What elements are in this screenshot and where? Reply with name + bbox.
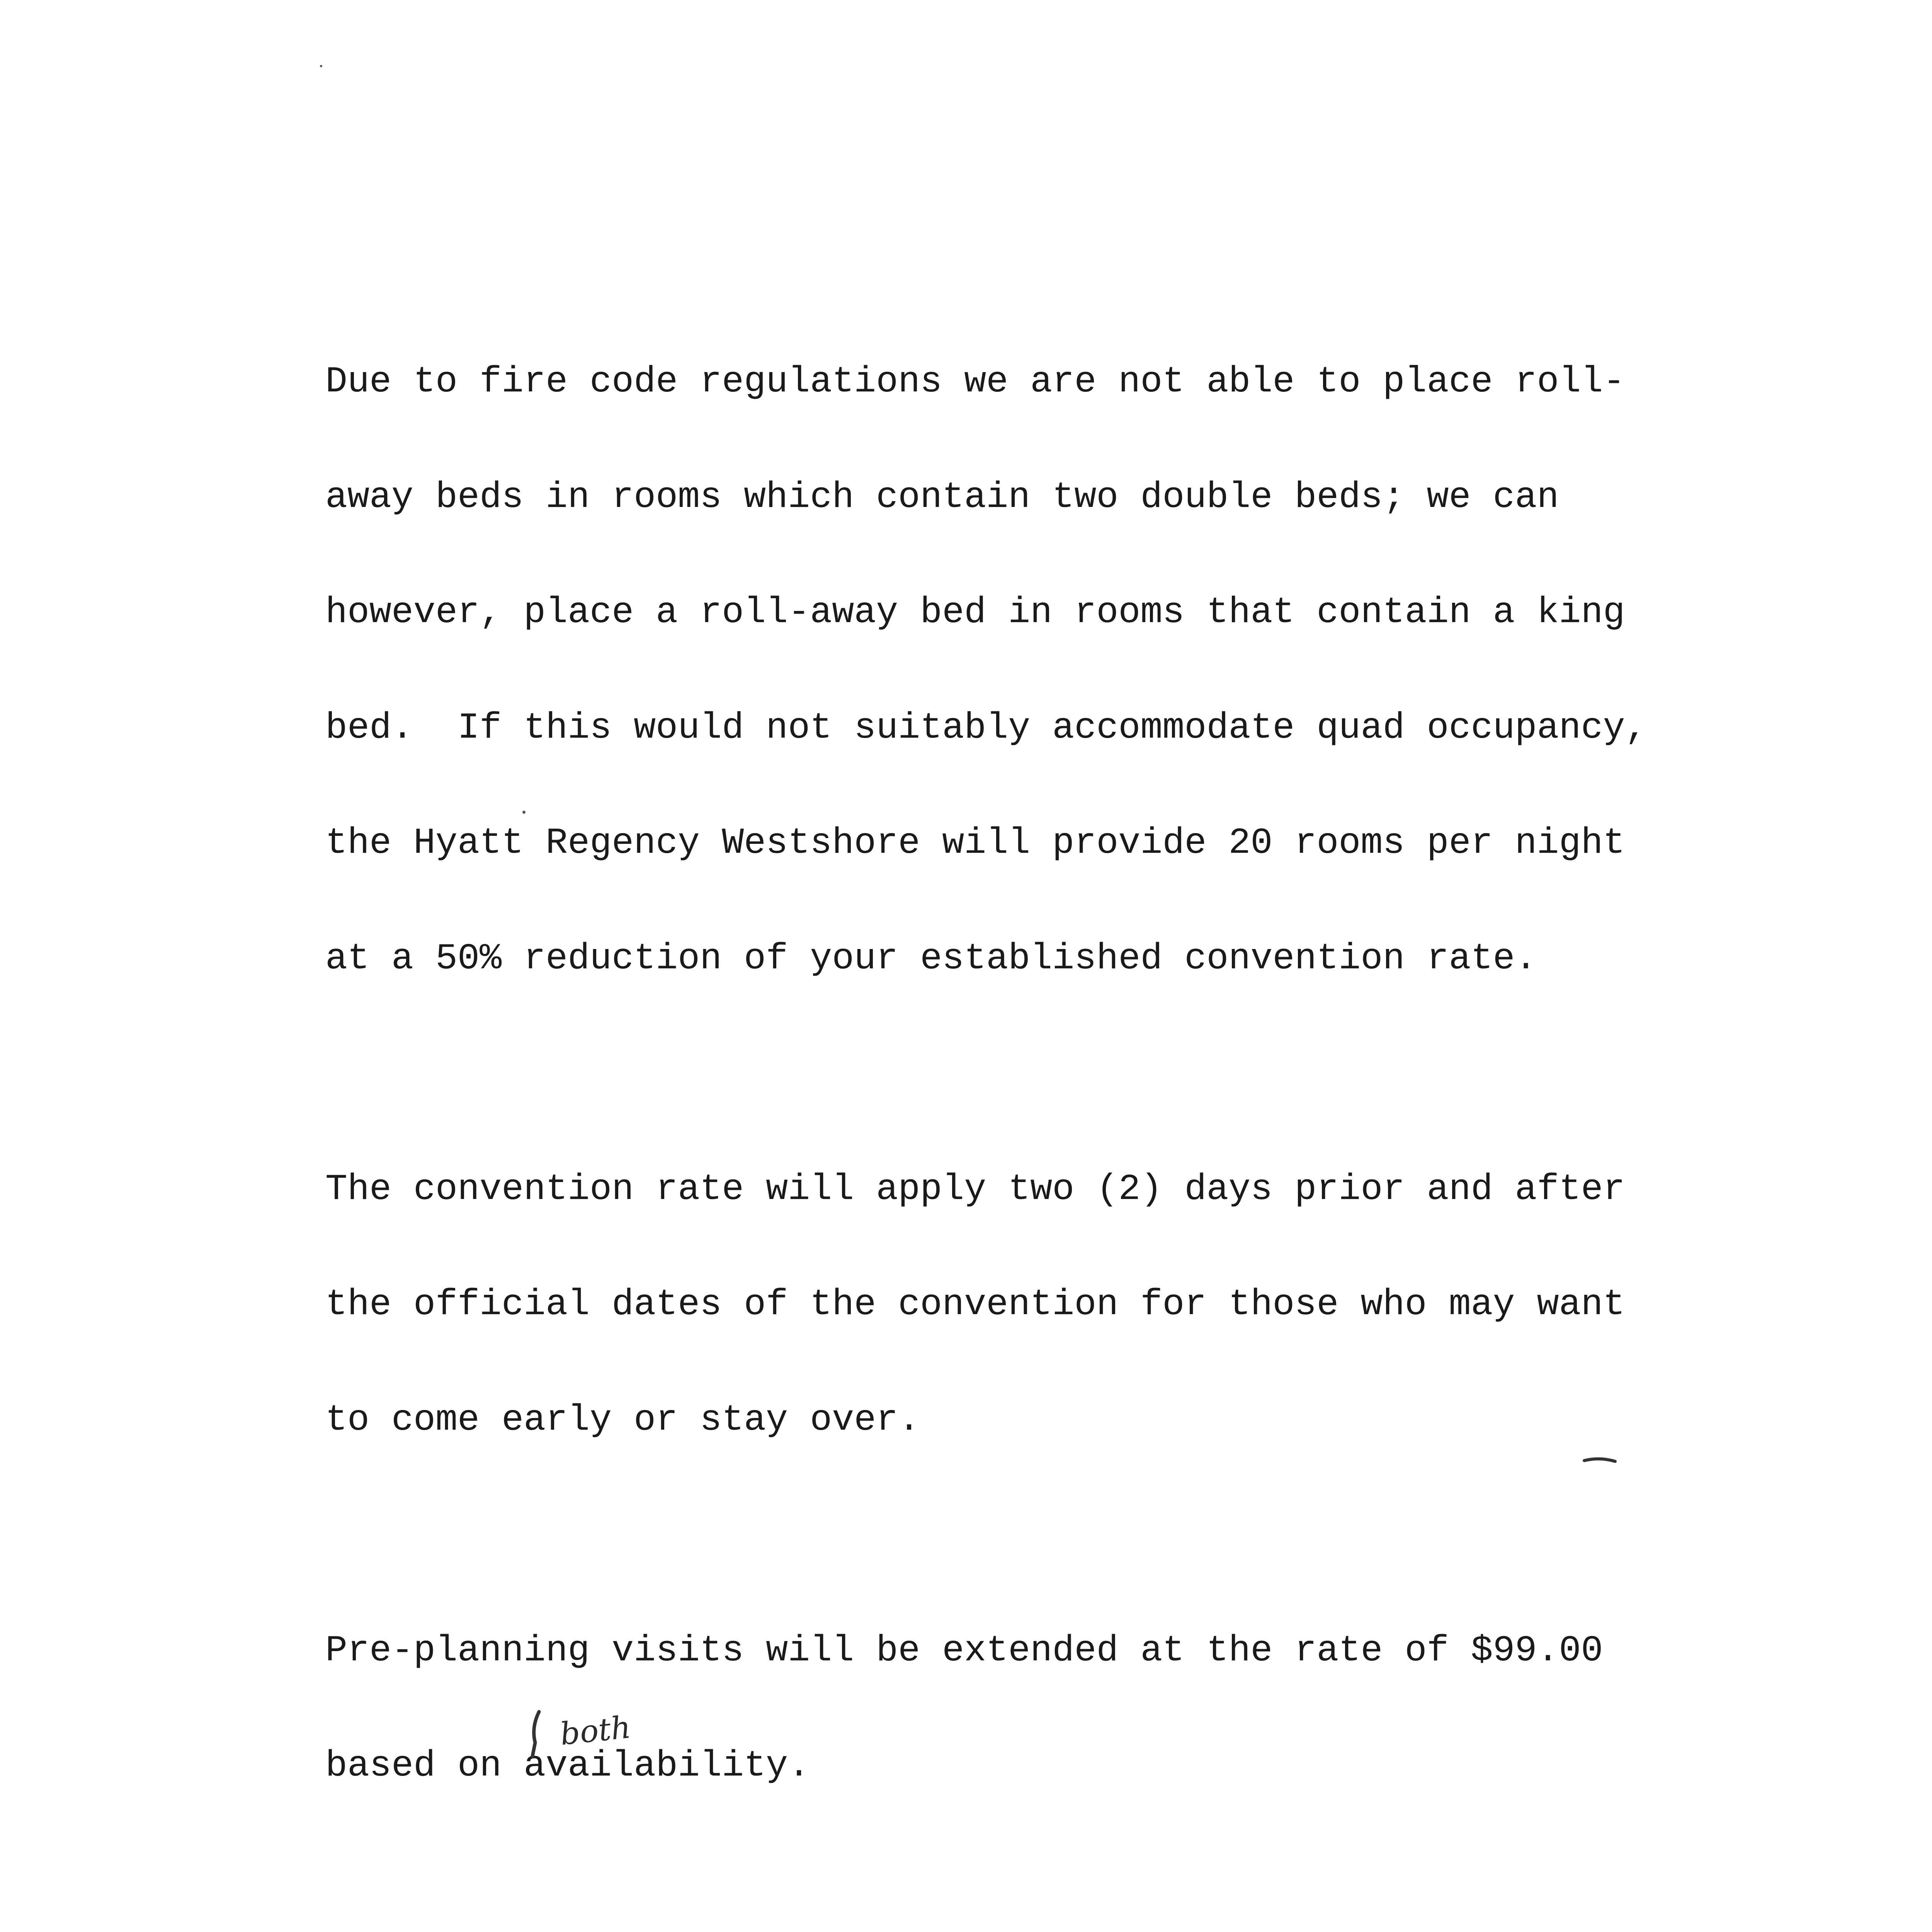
text-line: at a 50% reduction of your established convention rate. (325, 937, 1537, 980)
text-line: The convention rate will apply two (2) days prior and after (325, 1168, 1625, 1210)
pen-stroke-for (1584, 1459, 1615, 1461)
handwritten-insert-caret-both (532, 1712, 539, 1756)
scan-speck (522, 811, 526, 814)
text-line: however, place a roll-away bed in rooms that contain a king (325, 592, 1625, 633)
text-line: the official dates of the convention for those who may want (325, 1284, 1625, 1325)
text-line: Due to fire code regulations we are not able to place roll- (325, 361, 1625, 403)
text-line: the Hyatt Regency Westshore will provide 20 rooms per night (325, 822, 1625, 864)
handwritten-annotation-both: both (558, 1709, 633, 1752)
scan-speck (320, 65, 322, 67)
text-line: bed. If this would not suitably accommodate quad occupancy, (325, 707, 1647, 749)
text-line: away beds in rooms which contain two double beds; we can (325, 476, 1559, 518)
text-line: based on availability. (325, 1745, 810, 1787)
text-line: Pre-planning visits will be extended at the rate of $99.00 (325, 1629, 1603, 1672)
text-line: to come early or stay over. (325, 1399, 920, 1441)
